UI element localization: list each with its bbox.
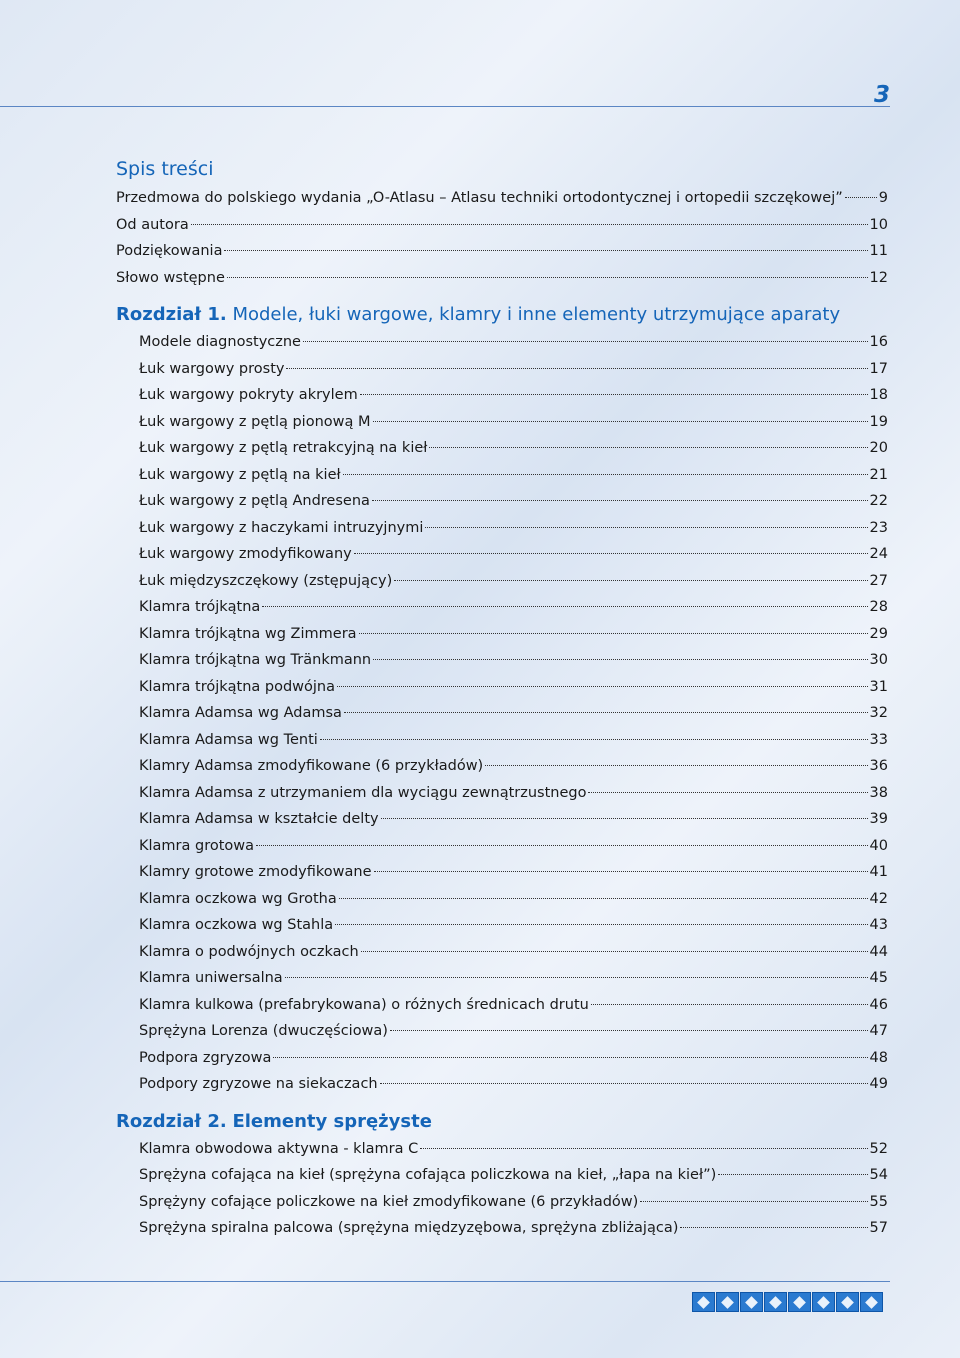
dot-leader — [335, 924, 867, 925]
toc-entry-page: 24 — [869, 546, 888, 562]
dot-leader — [591, 1004, 868, 1005]
dot-leader — [361, 951, 868, 952]
toc-entry[interactable] — [116, 859, 888, 886]
toc-entry-page: 20 — [869, 440, 888, 456]
toc-entry[interactable] — [116, 541, 888, 568]
diamond-icon — [697, 1296, 710, 1309]
chapters-list — [116, 301, 888, 1242]
toc-entry-title: Sprężyna spiralna palcowa (sprężyna międzyzębowa, sprężyna zbliżająca) — [139, 1220, 679, 1236]
toc-entry-title: Klamra Adamsa z utrzymaniem dla wyciągu zewnątrzustnego — [139, 784, 587, 801]
toc-entry-title: Klamra trójkątna wg Zimmera — [139, 625, 357, 642]
toc-entry[interactable] — [116, 265, 888, 292]
toc-entry[interactable] — [116, 1018, 888, 1045]
toc-entry-page: 18 — [869, 387, 888, 403]
toc-entry-page: 43 — [869, 917, 888, 933]
dot-leader — [256, 845, 868, 846]
toc-entry[interactable] — [116, 382, 888, 409]
dot-leader — [381, 818, 868, 819]
dot-leader — [588, 792, 867, 793]
toc-entry-title: Łuk międzyszczękowy (zstępujący) — [139, 572, 393, 589]
toc-entry-title: Podpora zgryzowa — [139, 1049, 272, 1066]
toc-entry-page: 44 — [869, 943, 888, 960]
chapter-label: Rozdział 1. — [116, 304, 227, 325]
toc-entry-title: Łuk wargowy z pętlą retrakcyjną na kieł — [139, 440, 428, 456]
toc-entry-title: Podziękowania — [116, 243, 223, 259]
toc-entry[interactable] — [116, 1071, 888, 1098]
decorative-square — [788, 1292, 811, 1312]
decorative-square — [836, 1292, 859, 1312]
toc-entry-page: 47 — [869, 1023, 888, 1039]
toc-entry-page: 46 — [869, 996, 888, 1013]
decorative-square — [860, 1292, 883, 1312]
toc-entry-title: Sprężyna cofająca na kieł (sprężyna cofająca policzkowa na kieł, „łapa na kieł”) — [139, 1167, 717, 1183]
toc-entry-page: 29 — [869, 625, 888, 642]
toc-entry-title: Modele diagnostyczne — [139, 334, 301, 350]
dot-leader — [845, 197, 877, 198]
toc-entry[interactable] — [116, 1215, 888, 1242]
diamond-icon — [841, 1296, 854, 1309]
toc-entry[interactable] — [116, 647, 888, 674]
toc-entry[interactable] — [116, 594, 888, 621]
toc-entry[interactable] — [116, 515, 888, 542]
toc-entry[interactable] — [116, 488, 888, 515]
toc-entry-page: 17 — [869, 360, 888, 377]
toc-entry-page: 21 — [869, 466, 888, 483]
toc-entry-title: Od autora — [116, 216, 189, 233]
toc-entry-title: Klamra uniwersalna — [139, 970, 283, 986]
toc-entry[interactable] — [116, 409, 888, 436]
dot-leader — [344, 712, 868, 713]
toc-entry[interactable] — [116, 238, 888, 265]
toc-entry[interactable] — [116, 568, 888, 595]
toc-entry-page: 23 — [869, 519, 888, 536]
toc-entry[interactable] — [116, 806, 888, 833]
dot-leader — [273, 1057, 867, 1058]
toc-entry-page: 33 — [869, 731, 888, 748]
toc-entry-page: 28 — [869, 599, 888, 615]
toc-entry-title: Klamry Adamsa zmodyfikowane (6 przykładów) — [139, 758, 484, 774]
toc-entry-title: Sprężyna Lorenza (dwuczęściowa) — [139, 1023, 388, 1039]
toc-entry[interactable] — [116, 992, 888, 1019]
toc-entry[interactable] — [116, 356, 888, 383]
dot-leader — [286, 368, 867, 369]
table-of-contents — [116, 156, 888, 1242]
toc-entry[interactable] — [116, 780, 888, 807]
toc-entry-title: Klamra trójkątna podwójna — [139, 678, 335, 695]
toc-entry[interactable] — [116, 753, 888, 780]
dot-leader — [373, 421, 868, 422]
toc-entry[interactable] — [116, 939, 888, 966]
toc-entry-page: 45 — [869, 970, 888, 986]
toc-entry-title: Klamra Adamsa wg Adamsa — [139, 705, 342, 721]
toc-entry[interactable] — [116, 329, 888, 356]
diamond-icon — [721, 1296, 734, 1309]
toc-entry-page: 27 — [869, 572, 888, 589]
toc-entry[interactable] — [116, 1136, 888, 1163]
toc-entry-title: Klamra oczkowa wg Stahla — [139, 917, 334, 933]
toc-entry-page: 9 — [878, 190, 888, 206]
toc-entry[interactable] — [116, 1045, 888, 1072]
toc-entry-page: 48 — [869, 1049, 888, 1066]
toc-entry-page: 11 — [869, 243, 888, 259]
toc-entry-title: Łuk wargowy z pętlą na kieł — [139, 466, 341, 483]
toc-entry-page: 49 — [869, 1076, 888, 1092]
toc-entry-page: 19 — [869, 413, 888, 430]
front-matter-list — [116, 185, 888, 291]
dot-leader — [354, 553, 868, 554]
toc-entry-page: 31 — [869, 678, 888, 695]
diamond-icon — [769, 1296, 782, 1309]
chapter-title: Elementy sprężyste — [232, 1110, 432, 1132]
diamond-icon — [793, 1296, 806, 1309]
dot-leader — [262, 606, 867, 607]
toc-entry-page: 22 — [869, 493, 888, 509]
footer-rule — [0, 1281, 890, 1282]
toc-entry[interactable] — [116, 700, 888, 727]
toc-entry-page: 40 — [869, 837, 888, 854]
page-number: 3 — [873, 82, 890, 108]
dot-leader — [718, 1174, 867, 1175]
toc-entry[interactable] — [116, 912, 888, 939]
toc-entry-page: 36 — [869, 758, 888, 774]
dot-leader — [285, 977, 868, 978]
dot-leader — [337, 686, 868, 687]
dot-leader — [360, 394, 868, 395]
toc-entry-page: 52 — [869, 1140, 888, 1157]
toc-entry[interactable] — [116, 212, 888, 239]
toc-entry[interactable] — [116, 1189, 888, 1216]
toc-entry[interactable] — [116, 833, 888, 860]
toc-entry-title: Klamra Adamsa w kształcie delty — [139, 811, 379, 827]
toc-entry[interactable] — [116, 674, 888, 701]
toc-title: Spis treści — [116, 158, 214, 180]
toc-entry-title: Łuk wargowy pokryty akrylem — [139, 387, 358, 403]
toc-entry-title: Klamra oczkowa wg Grotha — [139, 890, 337, 907]
diamond-icon — [817, 1296, 830, 1309]
toc-entry-title: Klamra obwodowa aktywna - klamra C — [139, 1140, 419, 1157]
toc-entry-title: Klamra trójkątna — [139, 599, 261, 615]
dot-leader — [343, 474, 868, 475]
decorative-square — [716, 1292, 739, 1312]
toc-entry-title: Przedmowa do polskiego wydania „O-Atlasu – Atlasu techniki ortodontycznej i ortopedii szczękowej” — [116, 190, 843, 206]
toc-entry-page: 16 — [869, 334, 888, 350]
dot-leader — [429, 447, 867, 448]
toc-entry-page: 57 — [869, 1220, 888, 1236]
dot-leader — [485, 765, 867, 766]
toc-entry[interactable] — [116, 1162, 888, 1189]
dot-leader — [373, 659, 867, 660]
toc-entry[interactable] — [116, 965, 888, 992]
toc-entry-title: Klamra kulkowa (prefabrykowana) o różnych średnicach drutu — [139, 996, 589, 1013]
diamond-icon — [745, 1296, 758, 1309]
toc-entry-page: 38 — [869, 784, 888, 801]
toc-entry-title: Klamra grotowa — [139, 837, 255, 854]
dot-leader — [303, 341, 868, 342]
chapter-label: Rozdział 2. — [116, 1110, 227, 1132]
toc-entry-title: Łuk wargowy prosty — [139, 360, 285, 377]
toc-entry-page: 41 — [869, 864, 888, 880]
dot-leader — [359, 633, 868, 634]
toc-entry-title: Klamra Adamsa wg Tenti — [139, 731, 318, 748]
chapter-heading[interactable] — [116, 301, 888, 329]
diamond-icon — [865, 1296, 878, 1309]
toc-entry-title: Słowo wstępne — [116, 269, 225, 286]
dot-leader — [191, 224, 868, 225]
toc-entry-page: 54 — [869, 1167, 888, 1183]
toc-entry-title: Sprężyny cofające policzkowe na kieł zmodyfikowane (6 przykładów) — [139, 1193, 639, 1210]
decorative-square — [764, 1292, 787, 1312]
toc-entry-page: 30 — [869, 652, 888, 668]
toc-entry-page: 32 — [869, 705, 888, 721]
toc-entry[interactable] — [116, 462, 888, 489]
toc-entry-title: Łuk wargowy zmodyfikowany — [139, 546, 352, 562]
dot-leader — [640, 1201, 867, 1202]
toc-entry-title: Klamry grotowe zmodyfikowane — [139, 864, 372, 880]
toc-entry-title: Łuk wargowy z pętlą pionową M — [139, 413, 371, 430]
toc-entry-title: Klamra o podwójnych oczkach — [139, 943, 359, 960]
toc-entry[interactable] — [116, 185, 888, 212]
dot-leader — [374, 871, 868, 872]
decorative-square — [740, 1292, 763, 1312]
toc-entry-title: Podpory zgryzowe na siekaczach — [139, 1076, 378, 1092]
dot-leader — [420, 1148, 867, 1149]
toc-entry-title: Klamra trójkątna wg Tränkmann — [139, 652, 372, 668]
toc-entry-page: 12 — [869, 269, 888, 286]
toc-entry-page: 42 — [869, 890, 888, 907]
chapter-heading[interactable] — [116, 1108, 888, 1136]
dot-leader — [394, 580, 867, 581]
chapter-title: Modele, łuki wargowe, klamry i inne elementy utrzymujące aparaty — [232, 304, 841, 325]
decorative-squares — [692, 1292, 883, 1312]
dot-leader — [380, 1083, 868, 1084]
toc-entry-title: Łuk wargowy z haczykami intruzyjnymi — [139, 519, 424, 536]
toc-entry[interactable] — [116, 621, 888, 648]
dot-leader — [224, 250, 867, 251]
dot-leader — [390, 1030, 868, 1031]
dot-leader — [372, 500, 868, 501]
toc-entry-page: 10 — [869, 216, 888, 233]
dot-leader — [425, 527, 867, 528]
decorative-square — [692, 1292, 715, 1312]
dot-leader — [339, 898, 868, 899]
toc-entry[interactable] — [116, 727, 888, 754]
toc-entry[interactable] — [116, 886, 888, 913]
dot-leader — [227, 277, 868, 278]
dot-leader — [320, 739, 868, 740]
toc-entry[interactable] — [116, 435, 888, 462]
toc-entry-page: 39 — [869, 811, 888, 827]
toc-entry-page: 55 — [869, 1193, 888, 1210]
toc-entry-title: Łuk wargowy z pętlą Andresena — [139, 493, 370, 509]
decorative-square — [812, 1292, 835, 1312]
dot-leader — [680, 1227, 867, 1228]
header-rule — [0, 106, 890, 107]
